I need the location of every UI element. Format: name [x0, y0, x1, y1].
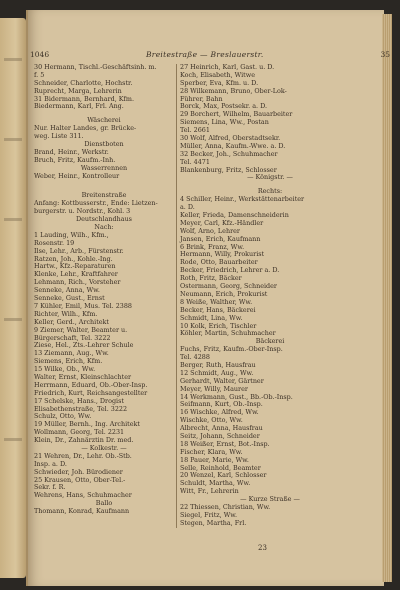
directory-entry: Ilse, Lehr., Arb., Fürstenstr. — [34, 246, 124, 255]
directory-entry: Herrmann, Eduard, Ob.-Ober-Insp. — [34, 380, 148, 389]
directory-entry: Berger, Ruth, Hausfrau — [180, 360, 256, 369]
directory-entry: Ostermann, Georg, Schneider — [180, 282, 277, 291]
directory-entry: 31 Bidermann, Bernhard, Kfm. — [34, 94, 135, 103]
directory-entry: Roth, Fritz, Bäcker — [180, 274, 242, 283]
directory-entry: 12 Schmidt, Aug., Ww. — [180, 368, 254, 377]
directory-entry: 30 Hermann, Tischl.-Geschäftsinh. m. — [34, 64, 157, 71]
directory-entry: Dienstboten — [84, 140, 124, 149]
directory-entry: Wäscherei — [87, 116, 121, 125]
directory-entry: Neumann, Erich, Prokurist — [180, 289, 268, 298]
directory-entry: 15 Wilke, Ob., Ww. — [34, 365, 96, 374]
directory-entry: Schmidt, Lina, Ww. — [180, 313, 243, 322]
directory-entry: 21 Wehren, Dr., Lehr. Ob.-Stb. — [34, 451, 132, 460]
directory-entry: Hartw., Kfz.-Reparaturen — [34, 262, 116, 271]
directory-entry: Siemens, Lina, Ww., Postan — [180, 118, 269, 127]
directory-entry: Schwieder, Joh. Bürodiener — [34, 467, 123, 476]
directory-entry: 27 Heinrich, Karl, Gast. u. D. — [180, 64, 275, 71]
directory-entry: Rode, Otto, Bauarbeiter — [180, 258, 258, 267]
directory-entry: Bruch, Fritz, Kaufm.-Inh. — [34, 155, 116, 164]
page-number-right: 35 — [380, 50, 390, 59]
left-page-edge — [0, 18, 26, 578]
directory-entry: Senneke, Anna, Ww. — [34, 286, 100, 295]
directory-entry: Friedrich, Kurt, Reichsangestellter — [34, 388, 148, 397]
directory-entry: 20 Wenzel, Karl, Schlosser — [180, 471, 267, 480]
directory-entry: Richter, Wilh., Kfm. — [34, 309, 98, 318]
directory-entry: Blankenburg, Fritz, Schlosser — [180, 165, 277, 174]
directory-entry: Insp. a. D. — [34, 459, 67, 468]
directory-entry: Becker, Friedrich, Lehrer a. D. — [180, 266, 280, 275]
directory-entry: 19 Müller, Bernh., Ing. Architekt — [34, 420, 140, 429]
directory-entry: Hermann, Willy, Prokurist — [180, 250, 265, 259]
directory-entry: Sperber, Eva, Kfm. u. D. — [180, 78, 259, 87]
directory-entry: 25 Krausen, Otto, Ober-Tel.- — [34, 475, 126, 484]
directory-entry: 10 Kolk, Erich, Tischler — [180, 321, 257, 330]
directory-entry: a. D. — [180, 203, 195, 212]
directory-entry: Siegel, Fritz, Ww. — [180, 510, 238, 519]
directory-entry: Seitz, Johann, Schneider — [180, 431, 260, 440]
left-page-text-line — [4, 138, 22, 141]
directory-entry: 32 Becker, Joh., Schuhmacher — [180, 149, 278, 158]
left-column — [34, 64, 174, 516]
directory-entry: Rechts: — [257, 187, 283, 196]
directory-entry: Nach: — [94, 223, 114, 232]
directory-entry: Meyer, Willy, Maurer — [180, 384, 248, 393]
directory-entry: 16 Wischke, Alfred, Ww. — [180, 408, 259, 417]
directory-entry: Koch, Elisabeth, Witwe — [180, 70, 255, 79]
directory-entry: Deutschlandhaus — [76, 215, 132, 224]
directory-entry: Selle, Reinhold, Beamter — [180, 463, 261, 472]
directory-entry: 28 Wilkemann, Bruno, Ober-Lok- — [180, 86, 287, 95]
directory-entry: Köhler, Martin, Schuhmacher — [180, 329, 276, 338]
left-page-text-line — [4, 58, 22, 61]
page-number-left: 1046 — [30, 50, 50, 59]
directory-entry: 13 Ziemann, Aug., Ww. — [34, 349, 109, 358]
directory-entry: 22 Thiessen, Christian, Ww. — [180, 502, 271, 511]
directory-entry: 17 Schelske, Hans., Drogist — [34, 396, 124, 405]
directory-entry: Anfang: Kottbusserstr., Ende: Lietzen- — [34, 199, 158, 208]
directory-entry: Wehrens, Hans, Schuhmacher — [34, 491, 132, 500]
directory-entry: Tel. 2661 — [180, 126, 210, 135]
directory-entry: 18 Weißer, Ernst, Bot.-Insp. — [180, 439, 270, 448]
directory-entry: Keller, Frieda, Damenschneiderin — [180, 211, 289, 220]
right-column — [176, 64, 360, 528]
directory-entry: Bäckerei — [255, 337, 285, 346]
directory-entry: Klenke, Lehr., Kraftfahrer — [34, 270, 118, 279]
directory-entry: Weber, Heinr., Kontrolleur — [34, 171, 120, 180]
directory-entry: Breitenstraße — [81, 191, 127, 200]
directory-entry: 14 Werkmann, Gust., Bb.-Ob.-Insp. — [180, 392, 293, 401]
signature-mark: 23 — [258, 544, 267, 552]
directory-entry: Jansen, Erich, Kaufmann — [180, 234, 261, 243]
directory-entry: Brand, Heinr., Werkstr. — [34, 147, 109, 156]
page-stack-edge — [382, 14, 392, 582]
directory-entry: Seifmann, Kurt, Ob.-Insp. — [180, 400, 263, 409]
directory-entry: Schuldt, Martha, Ww. — [180, 479, 251, 488]
directory-entry: Wasserrennen — [80, 163, 128, 172]
left-page-text-line — [4, 318, 22, 321]
directory-entry: 8 Weiße, Walther, Ww. — [180, 297, 253, 306]
directory-entry: Sekr. f. R. — [34, 483, 66, 492]
directory-entry: Stegen, Martha, Frl. — [180, 518, 247, 527]
directory-entry: Thomann, Konrad, Kaufmann — [34, 507, 130, 516]
directory-entry: weg. Liste 311. — [34, 132, 84, 141]
directory-entry: 7 Kühler, Emil, Mus. Tel. 2388 — [34, 301, 132, 310]
directory-entry: Wolf, Arno, Lehrer — [180, 226, 240, 235]
left-page-text-line — [4, 218, 22, 221]
page-header — [30, 50, 390, 62]
directory-entry: Bürgerschaft, Tel. 3222 — [34, 333, 111, 342]
directory-entry: Biedermann, Karl, Frl. Ang. — [34, 102, 124, 111]
directory-entry: Ballo — [95, 499, 113, 508]
directory-entry: 29 Borchert, Wilhelm, Bauarbeiter — [180, 110, 293, 119]
directory-entry: Walter, Ernst, Kleinschlachter — [34, 372, 132, 381]
directory-entry: 9 Ziemer, Walter, Beamter u. — [34, 325, 128, 334]
directory-entry: Wischke, Otto, Ww. — [180, 416, 243, 425]
directory-entry: 30 Wolf, Alfred, Oberstadtsekr. — [180, 134, 281, 143]
directory-entry: Albrecht, Anna, Hausfrau — [180, 424, 263, 433]
directory-entry: Klein, Dr., Zahnärztin Dr. med. — [34, 436, 134, 445]
directory-entry: Meyer, Carl, Kfz.-Händler — [180, 218, 264, 227]
directory-entry: — Kolkestr. — — [81, 443, 127, 452]
directory-entry: — Kurze Straße — — [240, 495, 300, 504]
directory-entry: burgerstr. u. Nordstr., Kohl. 3 — [34, 207, 131, 216]
directory-entry: Borck, Max, Postsekr. a. D. — [180, 102, 268, 111]
directory-entry: 1 Lauding, Wilh., Kfm., — [34, 230, 109, 239]
directory-entry: Nur. Halter Landes, gr. Brücke- — [34, 124, 137, 133]
directory-entry: Senneke, Gust., Ernst — [34, 294, 105, 303]
directory-entry: Ziese, Hel., Zts.-Lehrer Schule — [34, 341, 134, 350]
directory-entry: f. 5 — [34, 70, 45, 79]
directory-entry: Führer, Bahn — [180, 94, 223, 103]
directory-entry: Schulz, Otto, Ww. — [34, 412, 92, 421]
directory-entry: Fischer, Klara, Ww. — [180, 447, 243, 456]
directory-entry: Siemens, Erich, Kfm. — [34, 357, 103, 366]
directory-entry: — Königstr. — — [247, 173, 293, 182]
directory-entry: Lehmann, Rich., Vorsteher — [34, 278, 121, 287]
directory-entry: Tel. 4288 — [180, 353, 210, 362]
directory-entry: Tel. 4471 — [180, 157, 210, 166]
directory-entry: 18 Pauer, Marie, Ww. — [180, 455, 249, 464]
directory-entry: 6 Brink, Franz, Ww. — [180, 242, 245, 251]
directory-entry: Ruprecht, Marga, Lehrerin — [34, 86, 122, 95]
directory-entry: Fuchs, Fritz, Kaufm.-Ober-Insp. — [180, 345, 283, 354]
directory-entry: Müller, Anna, Kaufm.-Wwe. a. D. — [180, 141, 286, 150]
directory-entry: Ratzen, Joh., Kohle.-Ing. — [34, 254, 113, 263]
directory-entry: Elisabethenstraße, Tel. 3222 — [34, 404, 128, 413]
directory-entry: Rosenstr. 19 — [34, 238, 75, 247]
directory-entry: Becker, Hans, Bäckerei — [180, 305, 256, 314]
running-title: Breitestraße — Breslauerstr. — [146, 50, 264, 59]
directory-entry: Schneider, Charlotte, Hochstr. — [34, 78, 133, 87]
directory-entry: 4 Schiller, Heinr., Werkstättenarbeiter — [180, 195, 305, 204]
directory-entry: Witt, Fr., Lehrerin — [180, 487, 239, 496]
directory-entry: Wollmann, Georg, Tel. 2231 — [34, 428, 125, 437]
directory-entry: Keller, Gerd., Architekt — [34, 317, 109, 326]
left-page-text-line — [4, 438, 22, 441]
directory-entry: Gerhardt, Walter, Gärtner — [180, 376, 264, 385]
